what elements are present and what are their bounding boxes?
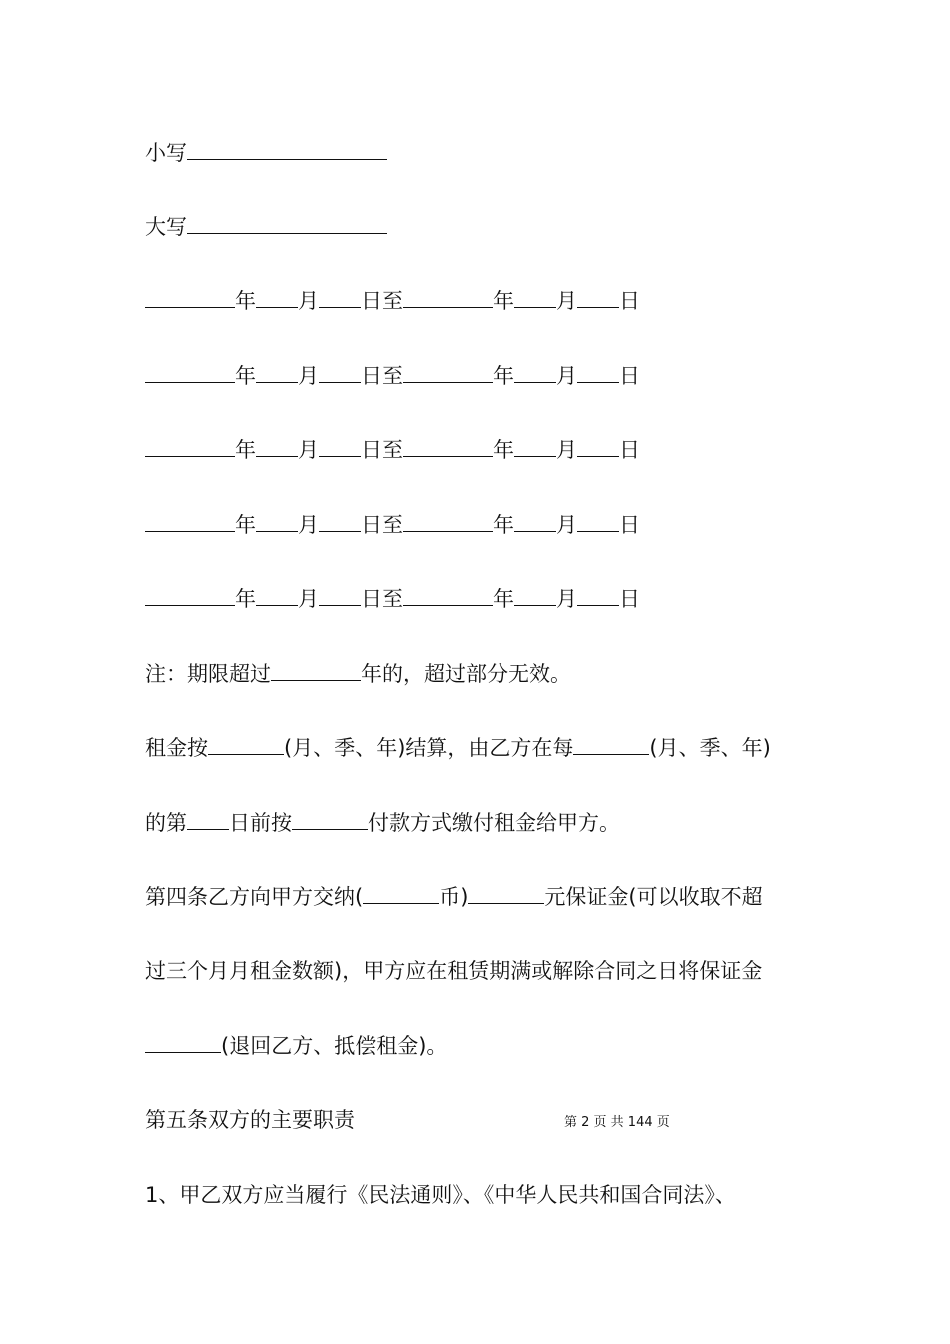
- label-ri-end: 日: [619, 364, 640, 388]
- line-daxie: [145, 211, 387, 241]
- art4-a1: 第四条乙方向甲方交纳(: [145, 885, 364, 909]
- label-ri-end: 日: [619, 587, 640, 611]
- label-yue-end: 月: [556, 364, 577, 388]
- rent-a2: (月、季、年)结算，由乙方在每: [284, 736, 574, 760]
- blank-day-start[interactable]: [319, 285, 361, 308]
- blank-day-start[interactable]: [319, 509, 361, 532]
- label-daxie: 大写: [145, 215, 187, 239]
- blank-deposit-amount[interactable]: [468, 881, 544, 904]
- art5-item1-text: 1、甲乙双方应当履行《民法通则》、《中华人民共和国合同法》、: [145, 1183, 736, 1207]
- blank-day-start[interactable]: [319, 360, 361, 383]
- blank-month-end[interactable]: [514, 285, 556, 308]
- blank-month-end[interactable]: [514, 434, 556, 457]
- blank-day-start[interactable]: [319, 434, 361, 457]
- label-nian: 年: [235, 364, 256, 388]
- blank-year-start[interactable]: [145, 360, 235, 383]
- rent-b3: 付款方式缴付租金给甲方。: [368, 811, 620, 835]
- label-ri-zhi: 日至: [361, 364, 403, 388]
- blank-year-end[interactable]: [403, 583, 493, 606]
- blank-year-end[interactable]: [403, 434, 493, 457]
- line-xiaoxie: [145, 137, 387, 167]
- blank-rent-each[interactable]: [573, 732, 649, 755]
- blank-xiaoxie[interactable]: [187, 137, 387, 160]
- label-ri-zhi: 日至: [361, 438, 403, 462]
- art4-a3: 元保证金(可以收取不超: [544, 885, 763, 909]
- art4-b: 过三个月月租金数额)，甲方应在租赁期满或解除合同之日将保证金: [145, 959, 763, 983]
- label-yue: 月: [298, 438, 319, 462]
- blank-day-start[interactable]: [319, 583, 361, 606]
- label-nian-end: 年: [493, 289, 514, 313]
- label-ri-zhi: 日至: [361, 587, 403, 611]
- blank-month-start[interactable]: [256, 434, 298, 457]
- blank-day-end[interactable]: [577, 583, 619, 606]
- date-row: [145, 509, 640, 539]
- label-nian-end: 年: [493, 438, 514, 462]
- rent-line-1: [145, 732, 771, 762]
- blank-month-start[interactable]: [256, 360, 298, 383]
- article4-line-1: [145, 881, 763, 911]
- label-ri-zhi: 日至: [361, 513, 403, 537]
- note-line: [145, 658, 571, 688]
- label-yue-end: 月: [556, 438, 577, 462]
- blank-currency[interactable]: [363, 881, 439, 904]
- blank-day-end[interactable]: [577, 509, 619, 532]
- label-nian: 年: [235, 289, 256, 313]
- label-ri-end: 日: [619, 438, 640, 462]
- page-number-label: 第 2 页 共 144 页: [564, 1115, 670, 1130]
- note-prefix: 注：期限超过: [145, 662, 271, 686]
- label-nian: 年: [235, 438, 256, 462]
- blank-year-end[interactable]: [403, 285, 493, 308]
- blank-year-start[interactable]: [145, 434, 235, 457]
- label-xiaoxie: 小写: [145, 141, 187, 165]
- blank-month-end[interactable]: [514, 509, 556, 532]
- article4-line-2: [145, 956, 762, 986]
- rent-a1: 租金按: [145, 736, 208, 760]
- blank-month-start[interactable]: [256, 509, 298, 532]
- date-row: [145, 360, 640, 390]
- rent-b2: 日前按: [229, 811, 292, 835]
- blank-rent-day[interactable]: [187, 807, 229, 830]
- rent-line-2: [145, 807, 620, 837]
- blank-year-start[interactable]: [145, 509, 235, 532]
- art4-a2: 币): [439, 885, 469, 909]
- label-nian: 年: [235, 513, 256, 537]
- label-nian-end: 年: [493, 364, 514, 388]
- blank-day-end[interactable]: [577, 434, 619, 457]
- label-yue-end: 月: [556, 513, 577, 537]
- page-footer: [564, 1113, 670, 1133]
- label-yue-end: 月: [556, 587, 577, 611]
- blank-deposit-handling[interactable]: [145, 1030, 221, 1053]
- blank-rent-period[interactable]: [208, 732, 284, 755]
- label-ri-end: 日: [619, 289, 640, 313]
- label-nian-end: 年: [493, 513, 514, 537]
- date-row: [145, 583, 640, 613]
- blank-day-end[interactable]: [577, 360, 619, 383]
- blank-year-end[interactable]: [403, 509, 493, 532]
- rent-a3: (月、季、年): [649, 736, 771, 760]
- rent-b1: 的第: [145, 811, 187, 835]
- blank-month-start[interactable]: [256, 285, 298, 308]
- article4-line-3: [145, 1030, 447, 1060]
- label-yue: 月: [298, 587, 319, 611]
- label-nian: 年: [235, 587, 256, 611]
- label-ri-end: 日: [619, 513, 640, 537]
- date-row: [145, 285, 640, 315]
- article5-item1: [145, 1180, 736, 1210]
- art4-c: (退回乙方、抵偿租金)。: [221, 1034, 448, 1058]
- label-yue-end: 月: [556, 289, 577, 313]
- blank-month-start[interactable]: [256, 583, 298, 606]
- blank-year-end[interactable]: [403, 360, 493, 383]
- blank-day-end[interactable]: [577, 285, 619, 308]
- blank-month-end[interactable]: [514, 360, 556, 383]
- blank-month-end[interactable]: [514, 583, 556, 606]
- label-yue: 月: [298, 513, 319, 537]
- art5-title-text: 第五条双方的主要职责: [145, 1108, 355, 1132]
- label-ri-zhi: 日至: [361, 289, 403, 313]
- label-nian-end: 年: [493, 587, 514, 611]
- article5-title: [145, 1105, 355, 1135]
- blank-payment-method[interactable]: [292, 807, 368, 830]
- note-suffix: 年的，超过部分无效。: [361, 662, 571, 686]
- blank-year-start[interactable]: [145, 583, 235, 606]
- blank-year-start[interactable]: [145, 285, 235, 308]
- label-yue: 月: [298, 289, 319, 313]
- date-row: [145, 434, 640, 464]
- label-yue: 月: [298, 364, 319, 388]
- blank-note-years[interactable]: [271, 658, 361, 681]
- blank-daxie[interactable]: [187, 211, 387, 234]
